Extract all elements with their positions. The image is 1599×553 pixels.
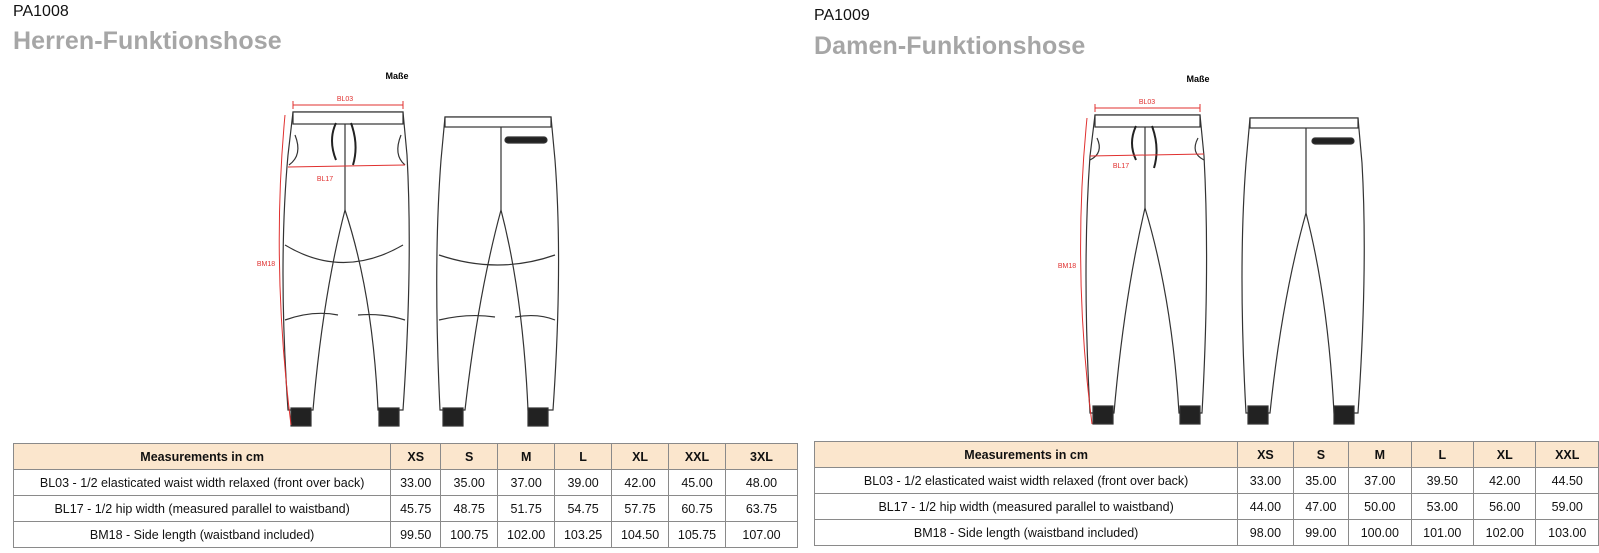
table-row bbox=[815, 494, 1599, 520]
table-cell: 44.00 bbox=[1238, 494, 1293, 520]
measurement-label: BM18 - Side length (waistband included) bbox=[14, 522, 391, 548]
front-view bbox=[1086, 115, 1207, 424]
table-cell: 98.00 bbox=[1238, 520, 1293, 546]
table-cell: 44.50 bbox=[1536, 468, 1599, 494]
table-cell: 37.00 bbox=[1349, 468, 1411, 494]
header-size: L bbox=[1411, 442, 1473, 468]
table-cell: 42.00 bbox=[1474, 468, 1536, 494]
technical-sketch bbox=[233, 65, 593, 440]
header-size: S bbox=[441, 444, 498, 470]
table-header-row bbox=[14, 444, 798, 470]
table-cell: 39.50 bbox=[1411, 468, 1473, 494]
table-cell: 45.75 bbox=[391, 496, 441, 522]
table-row bbox=[815, 468, 1599, 494]
table-row bbox=[815, 520, 1599, 546]
table-cell: 60.75 bbox=[669, 496, 726, 522]
product-code: PA1008 bbox=[13, 3, 69, 20]
header-size: M bbox=[498, 444, 555, 470]
table-cell: 63.75 bbox=[725, 496, 797, 522]
table-cell: 100.75 bbox=[441, 522, 498, 548]
measurement-label: BL03 - 1/2 elasticated waist width relaxed (front over back) bbox=[14, 470, 391, 496]
table-cell: 51.75 bbox=[498, 496, 555, 522]
table-row bbox=[14, 470, 798, 496]
table-cell: 33.00 bbox=[391, 470, 441, 496]
table-row bbox=[14, 522, 798, 548]
header-size: XXL bbox=[669, 444, 726, 470]
table-cell: 100.00 bbox=[1349, 520, 1411, 546]
measurement-label: BM18 - Side length (waistband included) bbox=[815, 520, 1238, 546]
front-view bbox=[283, 112, 409, 426]
table-cell: 50.00 bbox=[1349, 494, 1411, 520]
header-size: XS bbox=[391, 444, 441, 470]
measure-title: Maße bbox=[1186, 74, 1210, 84]
table-cell: 56.00 bbox=[1474, 494, 1536, 520]
table-cell: 48.75 bbox=[441, 496, 498, 522]
hip-label: BL17 bbox=[1112, 163, 1130, 170]
technical-sketch bbox=[1032, 68, 1392, 440]
header-size: XL bbox=[1474, 442, 1536, 468]
table-cell: 45.00 bbox=[669, 470, 726, 496]
side-label: BM18 bbox=[256, 261, 276, 268]
header-size: XL bbox=[612, 444, 669, 470]
header-measurements: Measurements in cm bbox=[14, 444, 391, 470]
product-name: Herren-Funktionshose bbox=[13, 27, 282, 55]
measurement-label: BL03 - 1/2 elasticated waist width relaxed (front over back) bbox=[815, 468, 1238, 494]
header-size: 3XL bbox=[725, 444, 797, 470]
back-view bbox=[437, 117, 559, 426]
table-cell: 35.00 bbox=[441, 470, 498, 496]
table-cell: 99.50 bbox=[391, 522, 441, 548]
header-size: M bbox=[1349, 442, 1411, 468]
pants-drawing bbox=[233, 65, 593, 440]
table-cell: 105.75 bbox=[669, 522, 726, 548]
back-view bbox=[1242, 118, 1364, 424]
header-size: XXL bbox=[1536, 442, 1599, 468]
product-name: Damen-Funktionshose bbox=[814, 32, 1086, 60]
hip-label: BL17 bbox=[316, 176, 334, 183]
header-size: S bbox=[1293, 442, 1348, 468]
table-cell: 47.00 bbox=[1293, 494, 1348, 520]
table-cell: 104.50 bbox=[612, 522, 669, 548]
side-label: BM18 bbox=[1057, 263, 1077, 270]
table-cell: 103.00 bbox=[1536, 520, 1599, 546]
table-cell: 99.00 bbox=[1293, 520, 1348, 546]
table-cell: 102.00 bbox=[1474, 520, 1536, 546]
measure-title: Maße bbox=[385, 71, 409, 81]
table-cell: 57.75 bbox=[612, 496, 669, 522]
measurement-label: BL17 - 1/2 hip width (measured parallel to waistband) bbox=[14, 496, 391, 522]
table-cell: 42.00 bbox=[612, 470, 669, 496]
table-cell: 39.00 bbox=[555, 470, 612, 496]
size-table bbox=[13, 443, 798, 548]
waist-label: BL03 bbox=[336, 96, 354, 103]
table-cell: 54.75 bbox=[555, 496, 612, 522]
table-row bbox=[14, 496, 798, 522]
product-code: PA1009 bbox=[814, 7, 870, 24]
table-header-row bbox=[815, 442, 1599, 468]
header-measurements: Measurements in cm bbox=[815, 442, 1238, 468]
table-cell: 102.00 bbox=[498, 522, 555, 548]
table-cell: 35.00 bbox=[1293, 468, 1348, 494]
table-cell: 53.00 bbox=[1411, 494, 1473, 520]
table-cell: 48.00 bbox=[725, 470, 797, 496]
header-size: L bbox=[555, 444, 612, 470]
table-cell: 59.00 bbox=[1536, 494, 1599, 520]
waist-label: BL03 bbox=[1138, 99, 1156, 106]
table-cell: 103.25 bbox=[555, 522, 612, 548]
table-cell: 37.00 bbox=[498, 470, 555, 496]
table-cell: 101.00 bbox=[1411, 520, 1473, 546]
pants-drawing bbox=[1032, 68, 1392, 440]
size-table bbox=[814, 441, 1599, 546]
table-cell: 107.00 bbox=[725, 522, 797, 548]
measurement-label: BL17 - 1/2 hip width (measured parallel to waistband) bbox=[815, 494, 1238, 520]
table-cell: 33.00 bbox=[1238, 468, 1293, 494]
header-size: XS bbox=[1238, 442, 1293, 468]
